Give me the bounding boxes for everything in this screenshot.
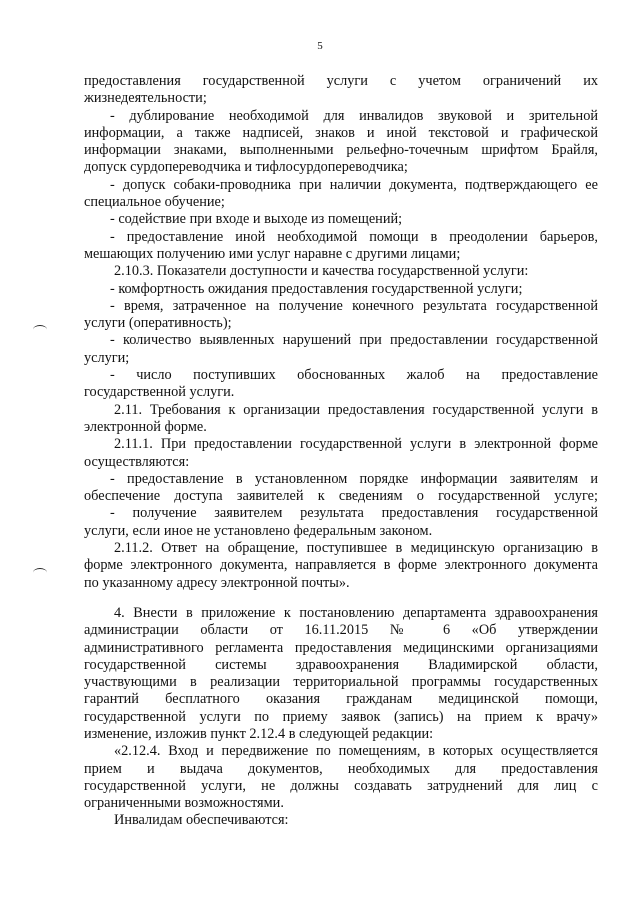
text-line: участвующими в реализации территориальной программы государственных bbox=[84, 674, 598, 691]
margin-mark bbox=[33, 325, 47, 334]
text-line: - число поступивших обоснованных жалоб на предоставление bbox=[110, 367, 598, 384]
document-body bbox=[84, 73, 598, 830]
text-line: услуги; bbox=[84, 349, 130, 366]
text-line: 2.11.1. При предоставлении государственной услуги в электронной форме bbox=[114, 436, 598, 453]
text-line: предоставления государственной услуги с учетом ограничений их bbox=[84, 73, 598, 89]
margin-mark bbox=[33, 568, 47, 577]
text-line: специальное обучение; bbox=[84, 194, 225, 211]
text-line: государственной услуги по приему заявок (запись) на прием к врачу» bbox=[84, 708, 598, 725]
text-line: мешающих получению ими услуг наравне с другими лицами; bbox=[84, 245, 461, 262]
text-line: информации знаками, выполненными рельефно-точечным шрифтом Брайля, bbox=[84, 142, 598, 159]
text-line: информации, а также надписей, знаков и иной текстовой и графической bbox=[84, 124, 598, 141]
text-line: государственной системы здравоохранения Владимирской области, bbox=[84, 656, 598, 673]
text-line: государственной услуги. bbox=[84, 384, 235, 401]
text-line: ограниченными возможностями. bbox=[84, 795, 284, 812]
text-line: электронной форме. bbox=[84, 418, 207, 435]
text-line: услуги (оперативность); bbox=[84, 315, 232, 332]
text-line: 2.11. Требования к организации предоставления государственной услуги в bbox=[114, 401, 598, 418]
text-line: - содействие при входе и выходе из помещений; bbox=[110, 211, 403, 228]
text-line: - комфортность ожидания предоставления государственной услуги; bbox=[110, 280, 523, 297]
text-line: Инвалидам обеспечиваются: bbox=[114, 812, 289, 829]
text-line: услуги, если иное не установлено федеральным законом. bbox=[84, 522, 433, 539]
text-line: допуск сурдопереводчика и тифлосурдопереводчика; bbox=[84, 159, 408, 176]
text-line: государственной услуги, не должны создавать затруднений для лиц с bbox=[84, 777, 598, 794]
paragraph-gap bbox=[84, 592, 598, 605]
text-line: гарантий бесплатного оказания гражданам медицинской помощи, bbox=[84, 691, 598, 708]
text-line: «2.12.4. Вход и передвижение по помещениям, в которых осуществляется bbox=[114, 743, 598, 760]
text-line: - предоставление в установленном порядке информации заявителям и bbox=[110, 470, 598, 487]
text-line: администрации области от 16.11.2015 № 6 «Об утверждении bbox=[84, 622, 598, 639]
text-line: 2.10.3. Показатели доступности и качества государственной услуги: bbox=[114, 263, 529, 280]
text-line: жизнедеятельности; bbox=[84, 90, 207, 107]
text-line: - допуск собаки-проводника при наличии документа, подтверждающего ее bbox=[110, 176, 598, 193]
text-line: 2.11.2. Ответ на обращение, поступившее в медицинскую организацию в bbox=[114, 540, 598, 557]
text-line: осуществляются: bbox=[84, 453, 190, 470]
text-line: - время, затраченное на получение конечного результата государственной bbox=[110, 297, 598, 314]
text-line: - количество выявленных нарушений при предоставлении государственной bbox=[110, 332, 598, 349]
text-line: 4. Внести в приложение к постановлению департамента здравоохранения bbox=[114, 604, 598, 621]
text-line: прием и выдача документов, необходимых для предоставления bbox=[84, 760, 598, 777]
text-line: административного регламента предоставления медицинскими организациями bbox=[84, 639, 598, 656]
page-number: 5 bbox=[317, 40, 323, 52]
text-line: - получение заявителем результата предоставления государственной bbox=[110, 505, 598, 522]
text-line: форме электронного документа, направляется в форме электронного документа bbox=[84, 557, 598, 574]
text-line: - дублирование необходимой для инвалидов звуковой и зрительной bbox=[110, 107, 598, 124]
text-line: обеспечение доступа заявителей к сведениям о государственной услуге; bbox=[84, 488, 598, 505]
text-line: по указанному адресу электронной почты». bbox=[84, 574, 350, 591]
text-line: изменение, изложив пункт 2.12.4 в следующей редакции: bbox=[84, 725, 434, 742]
text-line: - предоставление иной необходимой помощи в преодолении барьеров, bbox=[110, 228, 598, 245]
